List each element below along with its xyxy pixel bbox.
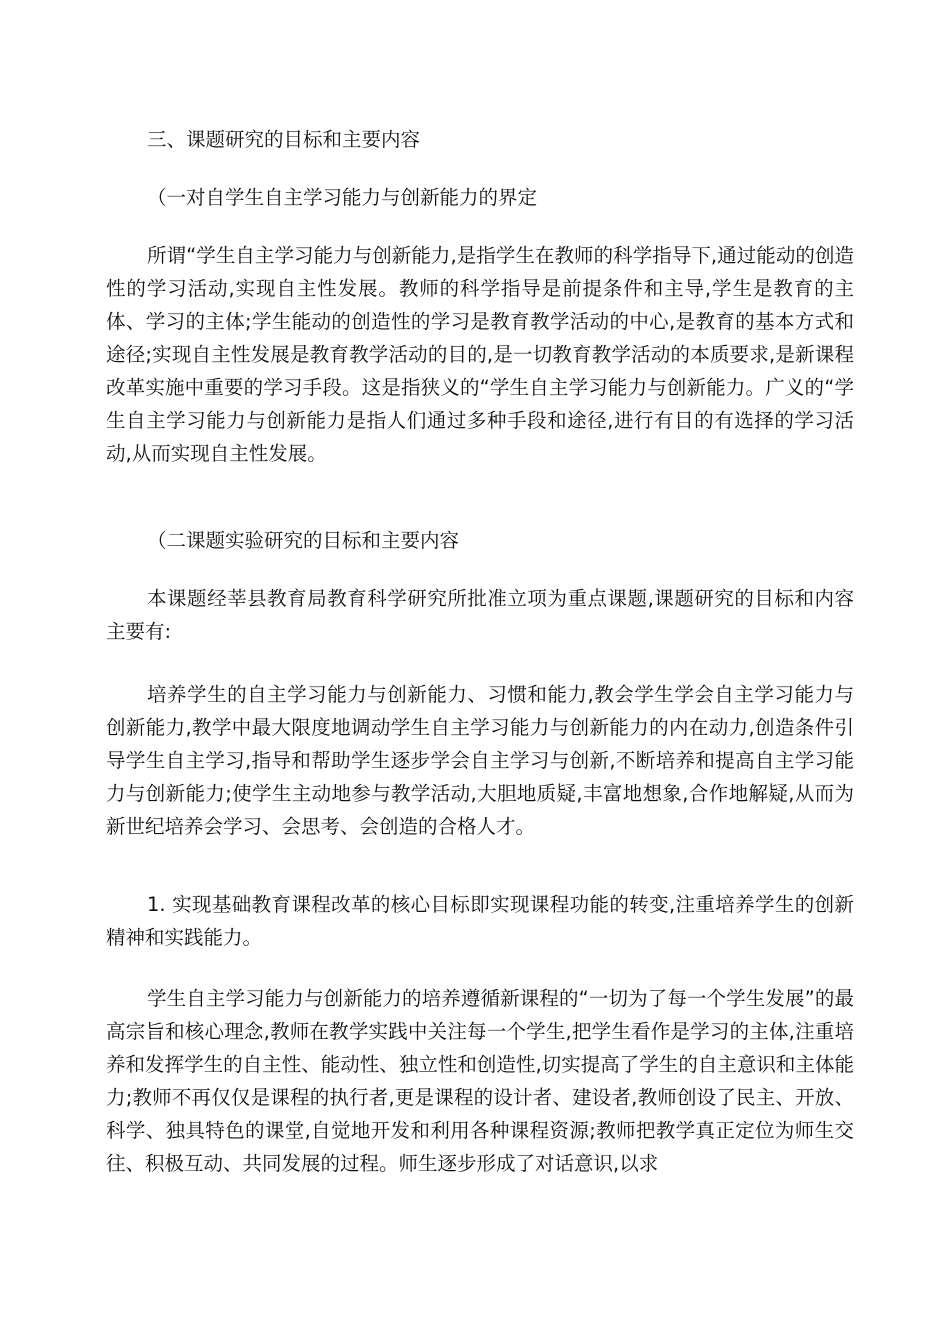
subheading-goals: （二课题实验研究的目标和主要内容 [147, 529, 460, 552]
subheading-definition: （一对自学生自主学习能力与创新能力的界定 [147, 186, 538, 209]
paragraph-intro: 本课题经莘县教育局教育科学研究所批准立项为重点课题,课题研究的目标和内容主要有: [106, 587, 854, 643]
paragraph-definition: 所谓“学生自主学习能力与创新能力,是指学生在教师的科学指导下,通过能动的创造性的学习活动,实现自主性发展。教师的科学指导是前提条件和主导,学生是教育的主体、学习的主体;学生能动的创造性的学习是教育教学活动的中心,是教育的基本方式和途径;实现自主性发展是教育教学活动的目的,是一切教育教学活动的本质要求,是新课程改革实施中重要的学习手段。这是指狭义的“学生自主学习能力与创新能力。广义的“学生自主学习能力与创新能力是指人们通过多种手段和途径,进行有目的有选择的学习活动,从而实现自主性发展。 [106, 244, 854, 465]
paragraph-concept: 学生自主学习能力与创新能力的培养遵循新课程的“一切为了每一个学生发展”的最高宗旨和核心理念,教师在教学实践中关注每一个学生,把学生看作是学习的主体,注重培养和发挥学生的自主性、能动性、独立性和创造性,切实提高了学生的自主意识和主体能力;教师不再仅仅是课程的执行者,更是课程的设计者、建设者,教师创设了民主、开放、科学、独具特色的课堂,自觉地开发和利用各种课程资源;教师把教学真正定位为师生交往、积极互动、共同发展的过程。师生逐步形成了对话意识,以求 [106, 987, 854, 1175]
section-heading: 三、课题研究的目标和主要内容 [147, 128, 421, 151]
list-item-1: 1. 实现基础教育课程改革的核心目标即实现课程功能的转变,注重培养学生的创新精神和实践能力。 [106, 893, 854, 949]
paragraph-goals: 培养学生的自主学习能力与创新能力、习惯和能力,教会学生学会自主学习能力与创新能力,教学中最大限度地调动学生自主学习能力与创新能力的内在动力,创造条件引导学生自主学习,指导和帮助学生逐步学会自主学习与创新,不断培养和提高自主学习能力与创新能力;使学生主动地参与教学活动,大胆地质疑,丰富地想象,合作地解疑,从而为新世纪培养会学习、会思考、会创造的合格人才。 [106, 683, 854, 838]
